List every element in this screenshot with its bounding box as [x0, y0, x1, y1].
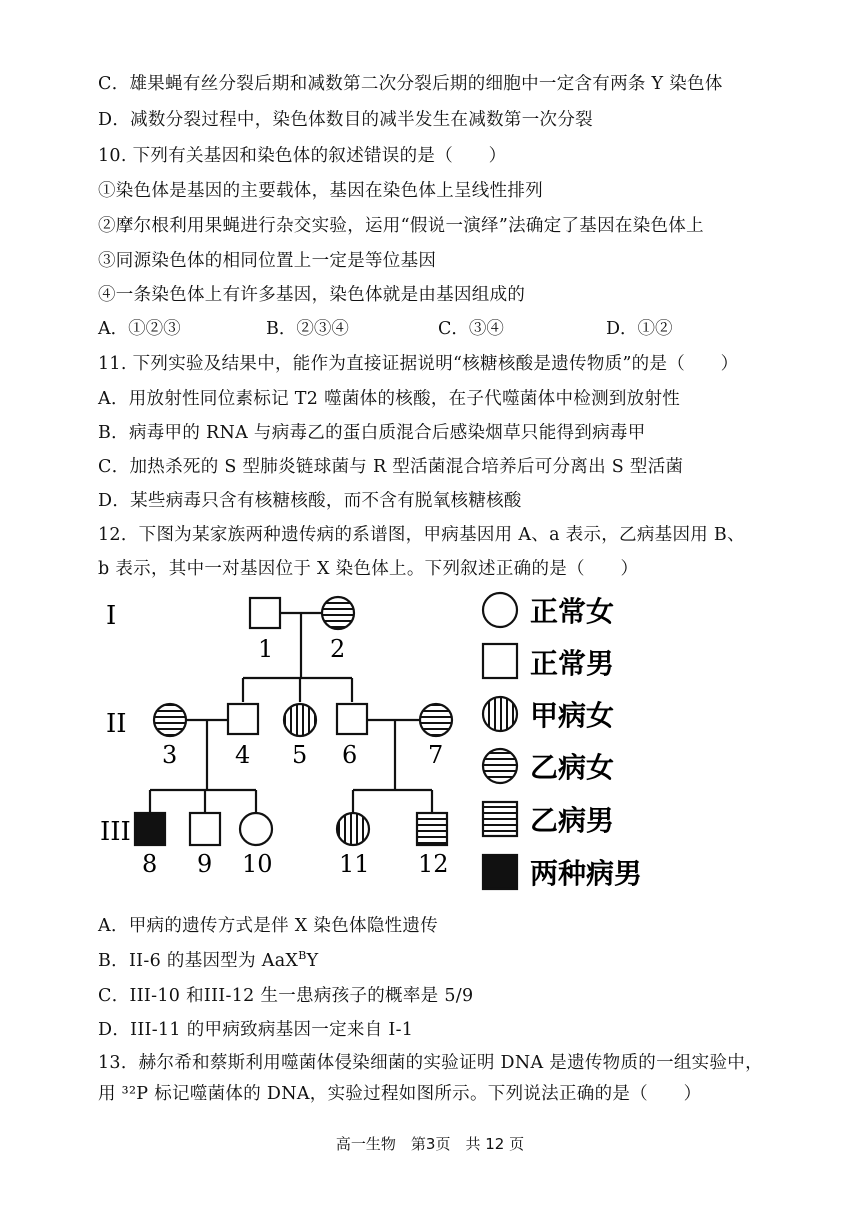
q12-stem-line1: 12．下图为某家族两种遗传病的系谱图，甲病基因用 A、a 表示，乙病基因用 B、 [98, 525, 745, 545]
q10-statement-2: ②摩尔根利用果蝇进行杂交实验，运用“假说一演绎”法确定了基因在染色体上 [98, 216, 704, 236]
q10-option-a: A．①②③ [98, 319, 181, 339]
legend-normal-female: 正常女 [530, 595, 615, 628]
number-10: 10 [242, 850, 273, 878]
q12-option-a: A．甲病的遗传方式是伴 X 染色体隐性遗传 [98, 916, 439, 936]
individual-III-12 [417, 813, 447, 845]
legend-both-diseases-male-icon [483, 855, 517, 889]
individual-I-2 [322, 597, 354, 629]
individual-II-6 [337, 704, 367, 734]
q13-stem-line1: 13．赫尔希和蔡斯利用噬菌体侵染细菌的实验证明 DNA 是遗传物质的一组实验中， [98, 1053, 763, 1073]
q10-statement-3: ③同源染色体的相同位置上一定是等位基因 [98, 251, 437, 271]
legend-normal-male: 正常男 [530, 647, 615, 680]
q10-option-c: C．③④ [438, 319, 504, 339]
q9-option-d: D．减数分裂过程中，染色体数目的减半发生在减数第一次分裂 [98, 110, 593, 130]
individual-II-7 [420, 704, 452, 736]
generation-label-III: III [100, 817, 131, 847]
q12-option-b-tail: Y [306, 951, 319, 971]
q11-option-a: A．用放射性同位素标记 T2 噬菌体的核酸，在子代噬菌体中检测到放射性 [98, 389, 681, 409]
number-12: 12 [418, 850, 449, 878]
legend-disease-b-female-icon [483, 749, 517, 783]
number-2: 2 [330, 635, 346, 663]
individual-III-11 [337, 813, 369, 845]
q12-option-c: C．III-10 和III-12 生一患病孩子的概率是 5/9 [98, 986, 474, 1006]
q9-option-c: C．雄果蝇有丝分裂后期和减数第二次分裂后期的细胞中一定含有两条 Y 染色体 [98, 74, 723, 94]
q11-option-c: C．加热杀死的 S 型肺炎链球菌与 R 型活菌混合培养后可分离出 S 型活菌 [98, 457, 684, 477]
generation-label-I: I [106, 601, 117, 631]
q12-stem-line2: b 表示，其中一对基因位于 X 染色体上。下列叙述正确的是（ ） [98, 559, 639, 579]
q10-stem: 10. 下列有关基因和染色体的叙述错误的是（ ） [98, 146, 507, 166]
q12-option-b-text: B．II-6 的基因型为 AaX [98, 951, 299, 971]
q10-option-d: D．①② [606, 319, 673, 339]
individual-II-5 [284, 704, 316, 736]
q13-stem-line2: 用 ³²P 标记噬菌体的 DNA，实验过程如图所示。下列说法正确的是（ ） [98, 1084, 702, 1104]
generation-label-II: II [106, 709, 127, 739]
individual-I-1 [250, 598, 280, 628]
q10-statement-4: ④一条染色体上有许多基因，染色体就是由基因组成的 [98, 285, 526, 305]
number-5: 5 [292, 741, 308, 769]
legend-disease-b-male: 乙病男 [530, 804, 615, 837]
q11-option-b: B．病毒甲的 RNA 与病毒乙的蛋白质混合后感染烟草只能得到病毒甲 [98, 423, 646, 443]
individual-II-4 [228, 704, 258, 734]
individual-III-10 [240, 813, 272, 845]
number-8: 8 [142, 850, 158, 878]
page-footer: 高一生物 第3页 共 12 页 [335, 1135, 525, 1153]
legend-normal-female-icon [483, 593, 517, 627]
q11-stem: 11. 下列实验及结果中，能作为直接证据说明“核糖核酸是遗传物质”的是（ ） [98, 354, 739, 374]
number-7: 7 [428, 741, 444, 769]
q11-option-d: D．某些病毒只含有核糖核酸，而不含有脱氧核糖核酸 [98, 491, 522, 511]
q10-statement-1: ①染色体是基因的主要载体，基因在染色体上呈线性排列 [98, 181, 543, 201]
q10-option-b: B．②③④ [266, 319, 349, 339]
legend-disease-a-female: 甲病女 [530, 699, 615, 732]
q12-option-d: D．III-11 的甲病致病基因一定来自 I-1 [98, 1020, 414, 1040]
number-11: 11 [339, 850, 370, 878]
individual-II-3 [154, 704, 186, 736]
individual-III-9 [190, 813, 220, 845]
legend-both-diseases-male: 两种病男 [530, 857, 643, 890]
number-6: 6 [342, 741, 358, 769]
number-4: 4 [235, 741, 251, 769]
legend-normal-male-icon [483, 644, 517, 678]
number-1: 1 [258, 635, 274, 663]
q12-option-b [98, 947, 318, 972]
legend-disease-b-female: 乙病女 [530, 751, 615, 784]
q12-option-b-sup: B [298, 949, 307, 963]
individual-III-8 [135, 813, 165, 845]
number-9: 9 [197, 850, 213, 878]
legend-disease-b-male-icon [483, 802, 517, 836]
number-3: 3 [162, 741, 178, 769]
legend-disease-a-female-icon [483, 697, 517, 731]
